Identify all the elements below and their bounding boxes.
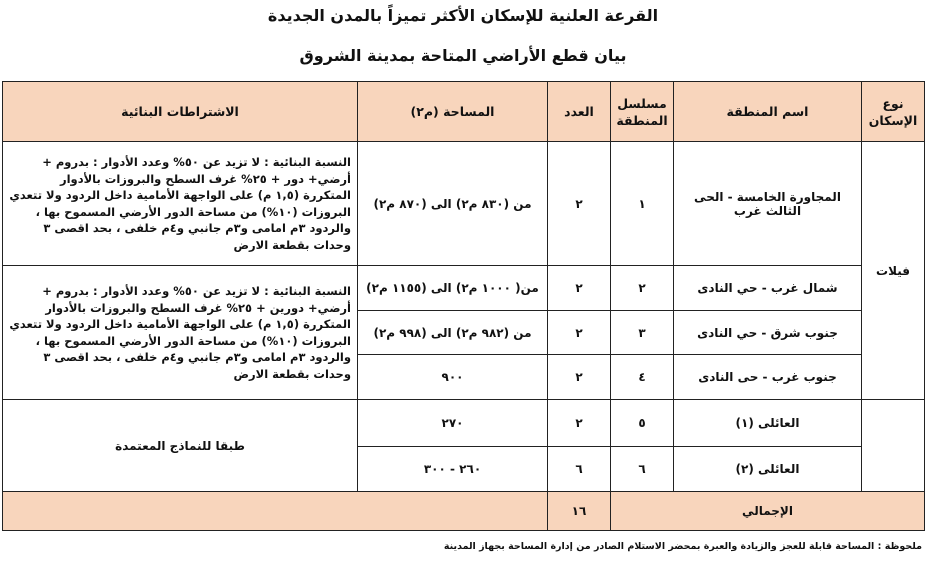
housing-type-cell: فيلات	[862, 142, 925, 400]
page-title: القرعة العلنية للإسكان الأكثر تميزاً بالمدن الجديدة	[267, 6, 659, 25]
area-name-cell: العائلى (١)	[674, 400, 862, 447]
header-serial: مسلسل المنطقة	[611, 82, 674, 142]
header-conditions: الاشتراطات البنائية	[3, 82, 358, 142]
footnote: ملحوظة : المساحة قابلة للعجز والزيادة والعبرة بمحضر الاستلام الصادر من إدارة المساحة بجهاز المدينة	[443, 541, 922, 552]
area-name-cell: المجاورة الخامسة - الحى الثالث غرب	[674, 142, 862, 266]
header-count: العدد	[548, 82, 611, 142]
area-name-cell: جنوب غرب - حى النادى	[674, 355, 862, 400]
count-cell: ٢	[548, 355, 611, 400]
conditions-cell: النسبة البنائية : لا تزيد عن ٥٠% وعدد الأدوار : بدروم + أرضي+ دورين + ٢٥% غرف السطح والبروزات بالأدوار المتكررة (١,٥ م) على الواجهة الأمامية داخل الردود ولا تتعدي البروزات (١٠%) من مساحة الدور الأرضي المسموح بها ، والردود ٣م امامى و٣م جانبي و٤م خلفى ، بحد اقصى ٣ وحدات بقطعة الارض	[3, 266, 358, 400]
serial-cell: ١	[611, 142, 674, 266]
count-cell: ٢	[548, 142, 611, 266]
land-plots-table	[2, 81, 925, 531]
space-cell: ٢٦٠ - ٣٠٠	[358, 447, 548, 492]
serial-cell: ٥	[611, 400, 674, 447]
serial-cell: ٣	[611, 311, 674, 355]
header-area-name: اسم المنطقة	[674, 82, 862, 142]
space-cell: من (٩٨٢ م٢) الى (٩٩٨ م٢)	[358, 311, 548, 355]
table-header-row	[3, 82, 925, 142]
housing-type-cell-empty	[862, 400, 925, 492]
space-cell: من (٨٣٠ م٢) الى (٨٧٠ م٢)	[358, 142, 548, 266]
header-space: المساحة (م٢)	[358, 82, 548, 142]
space-cell: ٩٠٠	[358, 355, 548, 400]
total-empty-cell	[3, 492, 548, 531]
area-name-cell: العائلى (٢)	[674, 447, 862, 492]
area-name-cell: شمال غرب - حي النادى	[674, 266, 862, 311]
count-cell: ٦	[548, 447, 611, 492]
conditions-cell: النسبة البنائية : لا تزيد عن ٥٠% وعدد الأدوار : بدروم + أرضي+ دور + ٢٥% غرف السطح والبروزات بالأدوار المتكررة (١,٥ م) على الواجهة الأمامية داخل الردود ولا تتعدي البروزات (١٠%) من مساحة الدور الأرضي المسموح بها ، والردود ٣م امامى و٣م جانبي و٤م خلفى ، بحد اقصى ٣ وحدات بقطعة الارض	[3, 142, 358, 266]
count-cell: ٢	[548, 400, 611, 447]
total-value: ١٦	[548, 492, 611, 531]
table-row	[3, 266, 925, 311]
serial-cell: ٦	[611, 447, 674, 492]
total-row	[3, 492, 925, 531]
space-cell: ٢٧٠	[358, 400, 548, 447]
header-housing-type: نوع الإسكان	[862, 82, 925, 142]
serial-cell: ٤	[611, 355, 674, 400]
table-row	[3, 400, 925, 447]
conditions-cell: طبقا للنماذج المعتمدة	[3, 400, 358, 492]
count-cell: ٢	[548, 266, 611, 311]
count-cell: ٢	[548, 311, 611, 355]
page-subtitle: بيان قطع الأراضي المتاحة بمدينة الشروق	[299, 46, 627, 65]
total-label: الإجمالي	[611, 492, 925, 531]
area-name-cell: جنوب شرق - حي النادى	[674, 311, 862, 355]
serial-cell: ٢	[611, 266, 674, 311]
space-cell: من( ١٠٠٠ م٢) الى (١١٥٥ م٢)	[358, 266, 548, 311]
table-row	[3, 142, 925, 266]
